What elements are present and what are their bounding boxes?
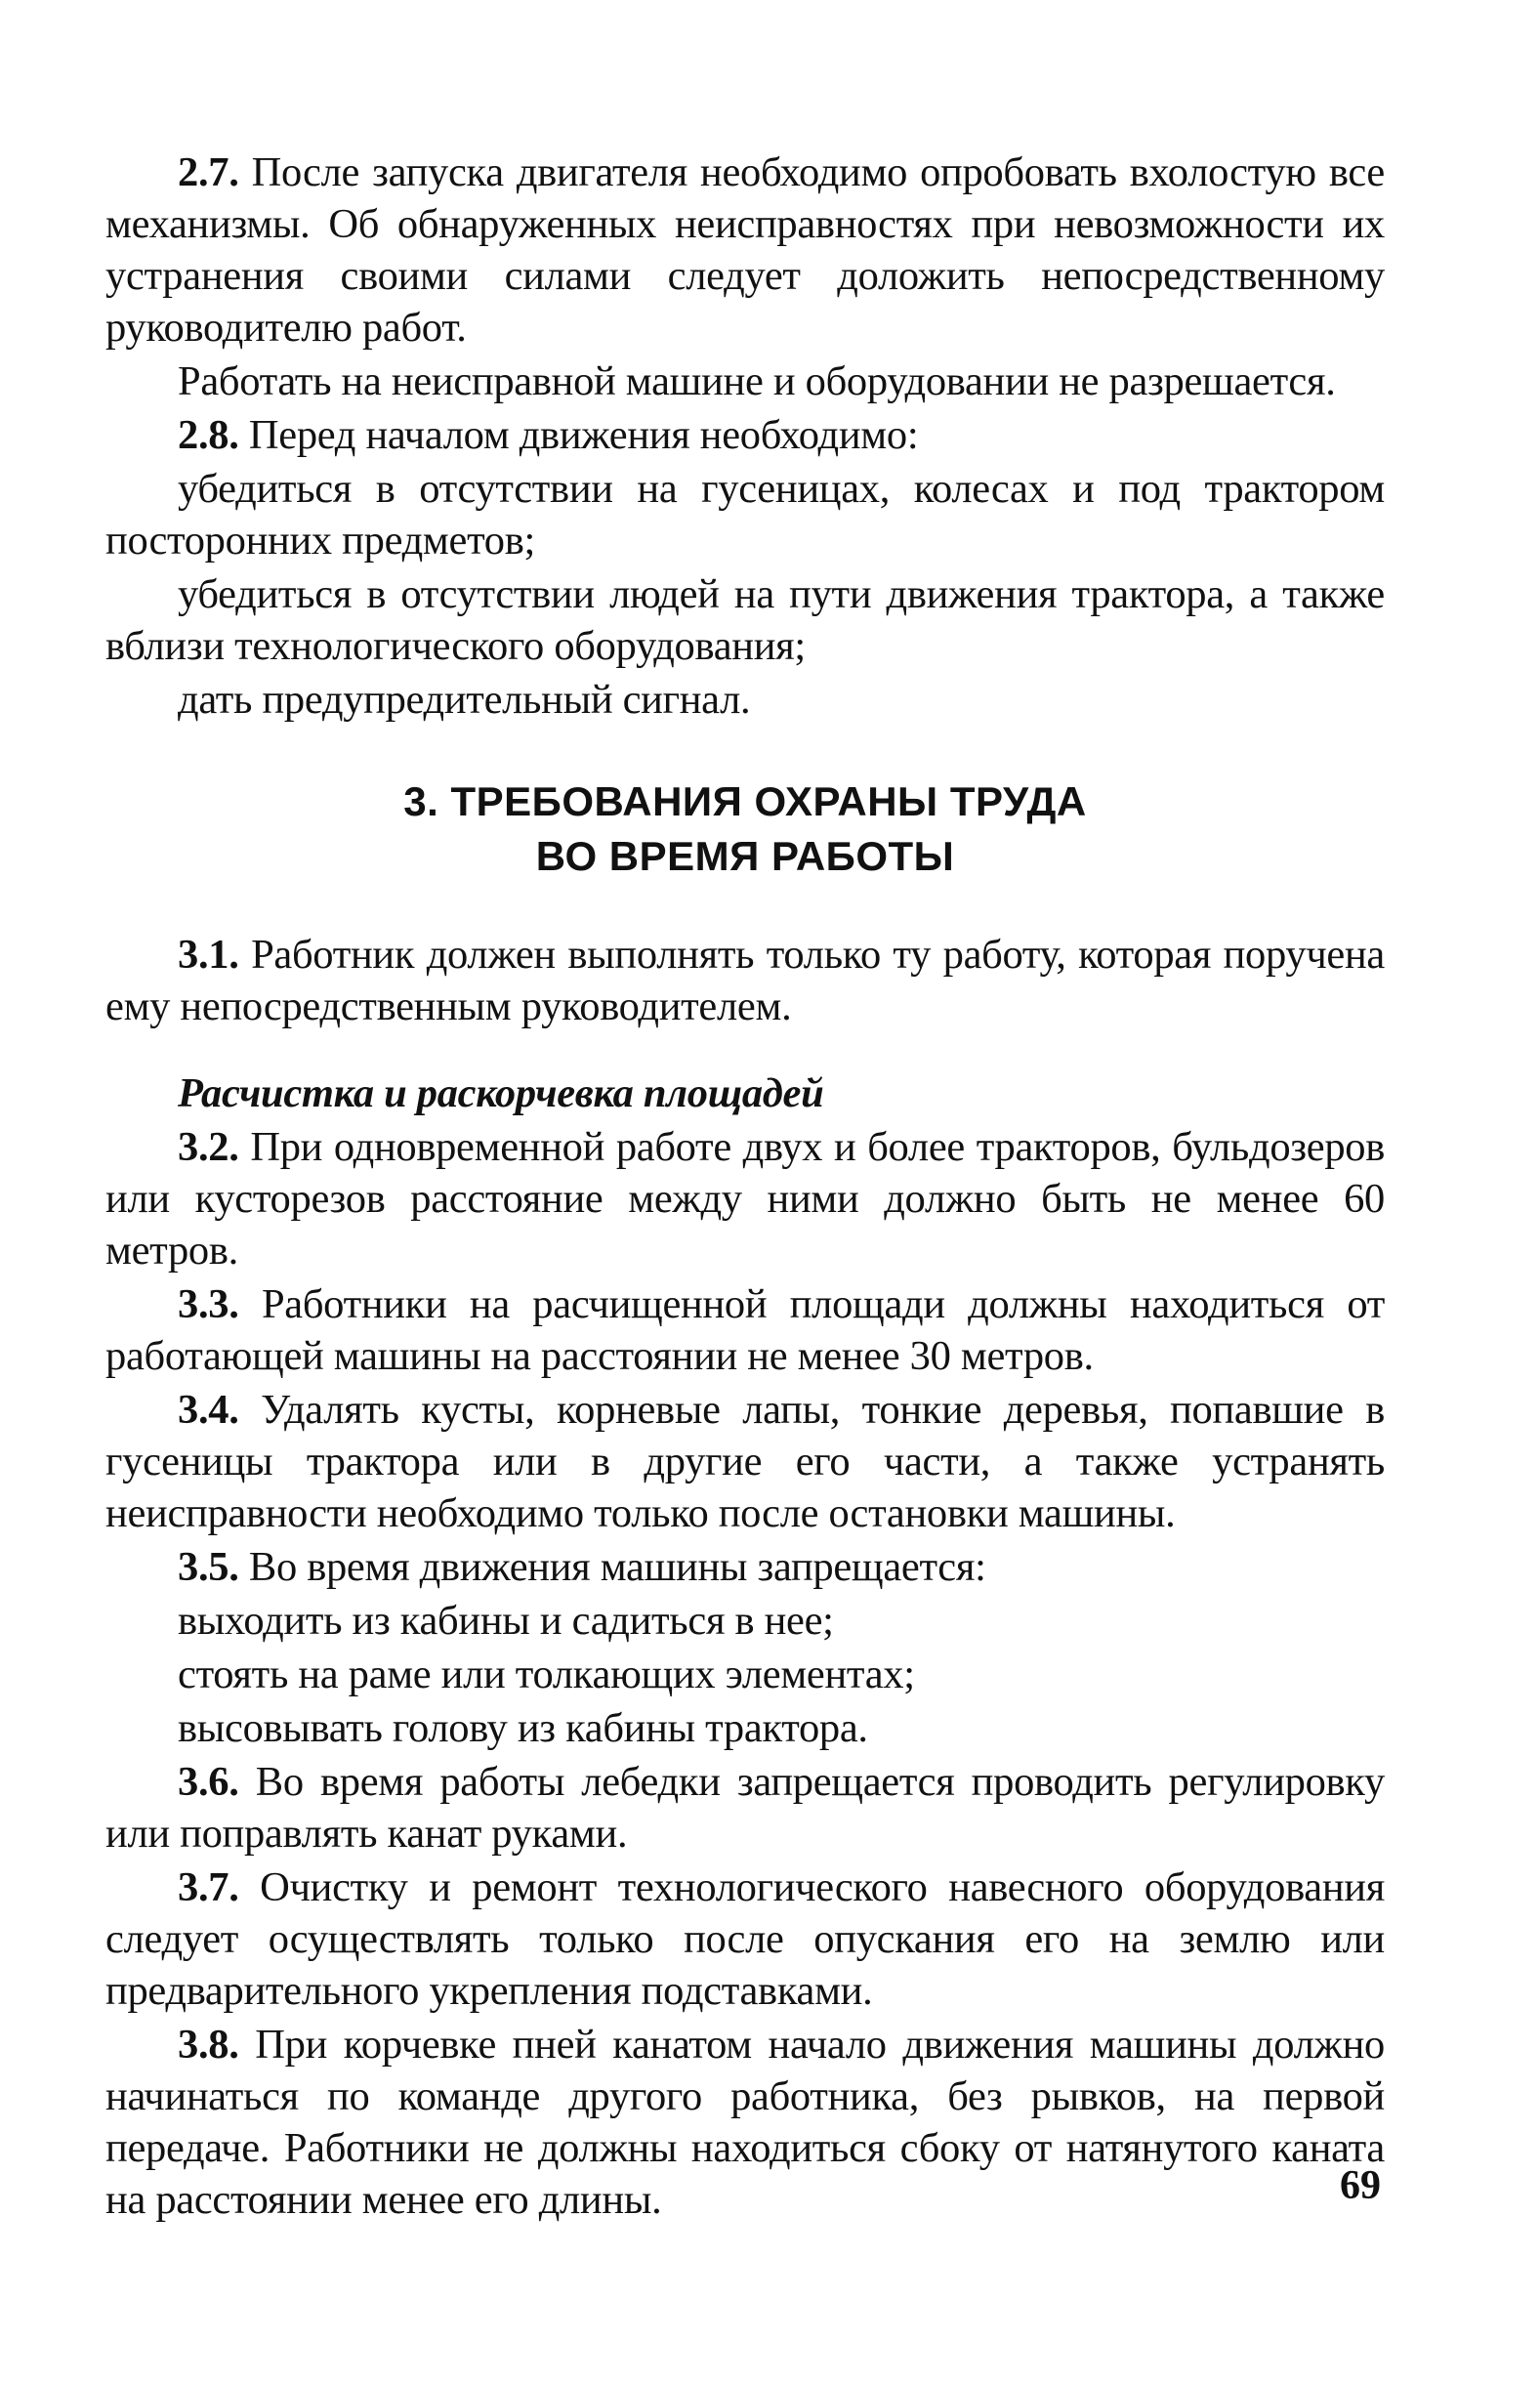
list-item-3-5-b — [105, 1649, 1385, 1700]
section-heading-line-1: 3. ТРЕБОВАНИЯ ОХРАНЫ ТРУДА — [403, 778, 1087, 824]
clause-text: убедиться в отсутствии людей на пути движения трактора, а также вблизи технологического оборудования; — [105, 571, 1385, 669]
clause-text: стоять на раме или толкающих элементах; — [178, 1651, 915, 1697]
clause-number: 3.2. — [178, 1124, 239, 1170]
clause-number: 3.1. — [178, 932, 239, 978]
paragraph-3-7 — [105, 1861, 1385, 2017]
clause-text: Работник должен выполнять только ту работу, которая поручена ему непосредственным руководителем. — [105, 932, 1385, 1029]
paragraph-2-8 — [105, 409, 1385, 461]
paragraph-3-6 — [105, 1756, 1385, 1860]
list-item-3-5-c — [105, 1702, 1385, 1754]
clause-text: Во время работы лебедки запрещается проводить регулировку или поправлять канат руками. — [105, 1759, 1385, 1857]
list-item-2-8-a — [105, 463, 1385, 566]
clause-text: Перед началом движения необходимо: — [248, 412, 919, 458]
paragraph-3-2 — [105, 1121, 1385, 1276]
clause-text: дать предупредительный сигнал. — [178, 677, 751, 723]
clause-number: 3.6. — [178, 1759, 239, 1805]
clause-text: высовывать голову из кабины трактора. — [178, 1705, 868, 1751]
clause-number: 2.7. — [178, 149, 239, 195]
clause-number: 3.7. — [178, 1864, 239, 1910]
paragraph-2-7 — [105, 146, 1385, 354]
clause-text: Очистку и ремонт технологического навесного оборудования следует осуществлять только после опускания его на землю или предварительного укрепления подставками. — [105, 1864, 1385, 2014]
clause-text: Во время движения машины запрещается: — [248, 1544, 986, 1590]
clause-text: Работать на неисправной машине и оборудовании не разрешается. — [178, 358, 1336, 404]
clause-number: 3.4. — [178, 1387, 239, 1433]
section-heading-line-2: ВО ВРЕМЯ РАБОТЫ — [535, 833, 955, 879]
clause-number: 3.8. — [178, 2022, 239, 2068]
clause-text: убедиться в отсутствии на гусеницах, колесах и под трактором посторонних предметов; — [105, 466, 1385, 564]
subsection-heading: Расчистка и раскорчевка площадей — [178, 1070, 824, 1116]
list-item-3-5-a — [105, 1595, 1385, 1647]
clause-text: При одновременной работе двух и более тракторов, бульдозеров или кусторезов расстояние между ними должно быть не менее 60 метров. — [105, 1124, 1386, 1274]
list-item-2-8-b — [105, 568, 1385, 672]
clause-text: При корчевке пней канатом начало движения машины должно начинаться по команде другого работника, без рывков, на первой передаче. Работники не должны находиться сбоку от натянутого каната на расстоянии менее его длины. — [105, 2022, 1386, 2223]
clause-text: Удалять кусты, корневые лапы, тонкие деревья, попавшие в гусеницы трактора или в другие его части, а также устранять неисправности необходимо только после остановки машины. — [105, 1387, 1385, 1536]
paragraph-3-3 — [105, 1278, 1385, 1382]
page-number: 69 — [1340, 2163, 1381, 2208]
paragraph-3-8 — [105, 2019, 1385, 2226]
clause-number: 3.5. — [178, 1544, 239, 1590]
clause-number: 2.8. — [178, 412, 239, 458]
document-page — [105, 146, 1385, 2228]
clause-text: Работники на расчищенной площади должны находиться от работающей машины на расстоянии не менее 30 метров. — [105, 1281, 1385, 1379]
clause-text: выходить из кабины и садиться в нее; — [178, 1598, 834, 1644]
paragraph-3-4 — [105, 1384, 1385, 1539]
paragraph-3-5 — [105, 1541, 1385, 1593]
paragraph-3-1 — [105, 929, 1385, 1032]
paragraph-2-7-note — [105, 355, 1385, 407]
list-item-2-8-c — [105, 674, 1385, 726]
clause-number: 3.3. — [178, 1281, 239, 1327]
section-heading — [105, 774, 1385, 884]
clause-text: После запуска двигателя необходимо опробовать вхолостую все механизмы. Об обнаруженных неисправностях при невозможности их устранения своими силами следует доложить непосредственному руководителю работ. — [105, 149, 1385, 351]
